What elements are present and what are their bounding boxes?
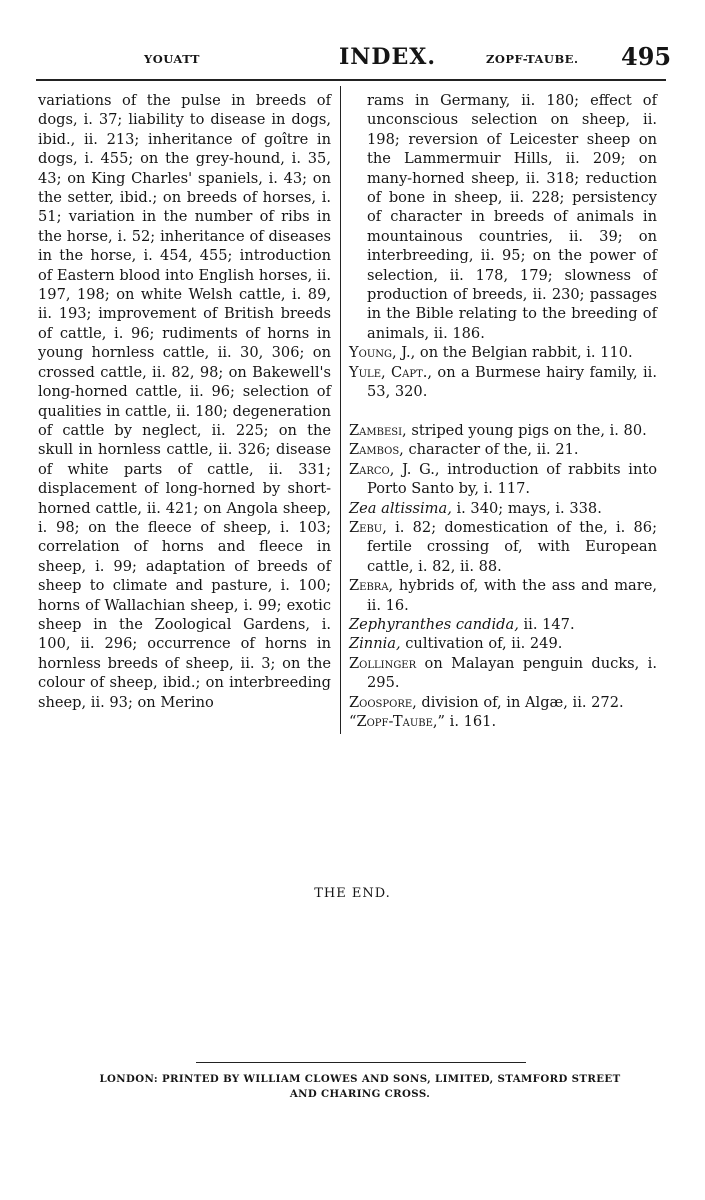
page-number: 495 <box>621 42 672 71</box>
entry-heading: Zinnia, <box>349 635 401 653</box>
entry-text: on the Belgian rabbit, i. 110. <box>415 344 633 362</box>
header-last-word: ZOPF-TAUBE. <box>486 52 579 66</box>
header-rule <box>36 79 666 81</box>
entry-text: character of the, ii. 21. <box>403 441 579 459</box>
index-entry <box>349 518 657 576</box>
index-entry <box>349 363 657 402</box>
entry-text: hybrids of, with the ass and mare, ii. 16. <box>367 577 657 614</box>
header-title: INDEX. <box>339 44 436 70</box>
index-column-right <box>349 91 657 731</box>
running-header <box>36 42 672 84</box>
entry-text: ii. 147. <box>518 615 575 633</box>
entry-heading: Zambos, <box>349 441 404 459</box>
index-entries-z <box>349 421 657 732</box>
column-divider <box>340 86 341 734</box>
index-entry <box>349 654 657 693</box>
entry-text: cultivation of, ii. 249. <box>400 635 563 653</box>
entry-text: i. 82; domestication of the, i. 86; fertile crossing of, with European cattle, i. 82, ii. 88. <box>367 518 657 575</box>
entry-heading: “Zopf-Taube,” <box>349 712 446 730</box>
index-entry <box>349 693 657 712</box>
entry-heading: Zea altissima, <box>349 499 452 517</box>
index-entry <box>349 421 657 440</box>
index-entry <box>349 343 657 362</box>
index-entry <box>349 576 657 615</box>
entry-heading: Zollinger <box>349 654 417 672</box>
entry-heading: Yule, Capt., <box>349 363 433 381</box>
printer-imprint <box>60 1072 660 1102</box>
entry-text: i. 161. <box>445 712 497 730</box>
entry-heading: Zoospore, <box>349 693 417 711</box>
entry-heading: Zarco, J. G., <box>349 460 440 478</box>
entry-heading: Zambesi, <box>349 421 407 439</box>
index-entry <box>349 499 657 518</box>
youatt-entry-continuation: variations of the pulse in breeds of dogs, i. 37; liability to disease in dogs, ibid., ii. 213; inheritance of goître in dogs, i. 455; on the grey-hound, i. 35, 43; on King Charles' spaniels, i. 43; on the setter, ibid.; on breeds of horses, i. 51; variation in the number of ribs in the horse, i. 52; inheritance of diseases in the horse, i. 454, 455; introduction of Eastern blood into English horses, ii. 197, 198; on white Welsh cattle, i. 89, ii. 193; improvement of British breeds of cattle, i. 96; rudiments of horns in young hornless cattle, ii. 30, 306; on crossed cattle, ii. 82, 98; on Bakewell's long-horned cattle, ii. 96; selection of qualities in cattle, ii. 180; degeneration of cattle by neglect, ii. 225; on the skull in hornless cattle, ii. 326; disease of white parts of cattle, ii. 331; displacement of long-horned by short-horned cattle, ii. 421; on Angola sheep, i. 98; on the fleece of sheep, i. 103; correlation of horns and fleece in sheep, i. 99; adaptation of breeds of sheep to climate and pasture, i. 100; horns of Wallachian sheep, i. 99; exotic sheep in the Zoological Gardens, i. 100, ii. 296; occurrence of horns in hornless breeds of sheep, ii. 3; on the colour of sheep, ibid.; on interbreeding sheep, ii. 93; on Merino <box>38 92 331 711</box>
entry-heading: Zebra, <box>349 577 394 595</box>
index-column-left <box>38 91 331 712</box>
index-entry <box>349 634 657 653</box>
entry-heading: Zephyranthes candida, <box>349 615 519 633</box>
index-entry <box>349 440 657 459</box>
imprint-line-2: AND CHARING CROSS. <box>289 1088 431 1100</box>
imprint-line-1: LONDON: PRINTED BY WILLIAM CLOWES AND SONS, LIMITED, STAMFORD STREET <box>99 1073 621 1085</box>
index-entry <box>349 615 657 634</box>
letter-gap <box>349 402 657 421</box>
entry-text: on a Burmese hairy family, ii. 53, 320. <box>367 363 657 401</box>
index-entry <box>349 460 657 499</box>
entry-text: i. 340; mays, i. 338. <box>451 499 602 517</box>
index-entries-y <box>349 343 657 401</box>
entry-text: on Malayan penguin ducks, i. 295. <box>367 654 657 692</box>
index-entry <box>349 712 657 731</box>
the-end-label: THE END. <box>314 886 391 901</box>
entry-heading: Zebu, <box>349 518 387 536</box>
entry-text: striped young pigs on the, i. 80. <box>406 421 647 439</box>
entry-heading: Young, J., <box>349 344 416 362</box>
entry-text: division of, in Algæ, ii. 272. <box>416 693 624 711</box>
imprint-rule <box>196 1062 526 1063</box>
youatt-entry-continuation-right: rams in Germany, ii. 180; effect of unconscious selection on sheep, ii. 198; reversion of Leicester sheep on the Lammermuir Hills, ii. 209; on many-horned sheep, ii. 318; reduction of bone in sheep, ii. 228; persistency of character in breeds of animals in mountainous countries, ii. 39; on interbreeding, ii. 95; on the power of selection, ii. 178, 179; slowness of production of breeds, ii. 230; passages in the Bible relating to the breeding of animals, ii. 186. <box>367 92 657 342</box>
entry-text: introduction of rabbits into Porto Santo by, i. 117. <box>367 460 657 498</box>
header-first-word: YOUATT <box>144 52 200 66</box>
